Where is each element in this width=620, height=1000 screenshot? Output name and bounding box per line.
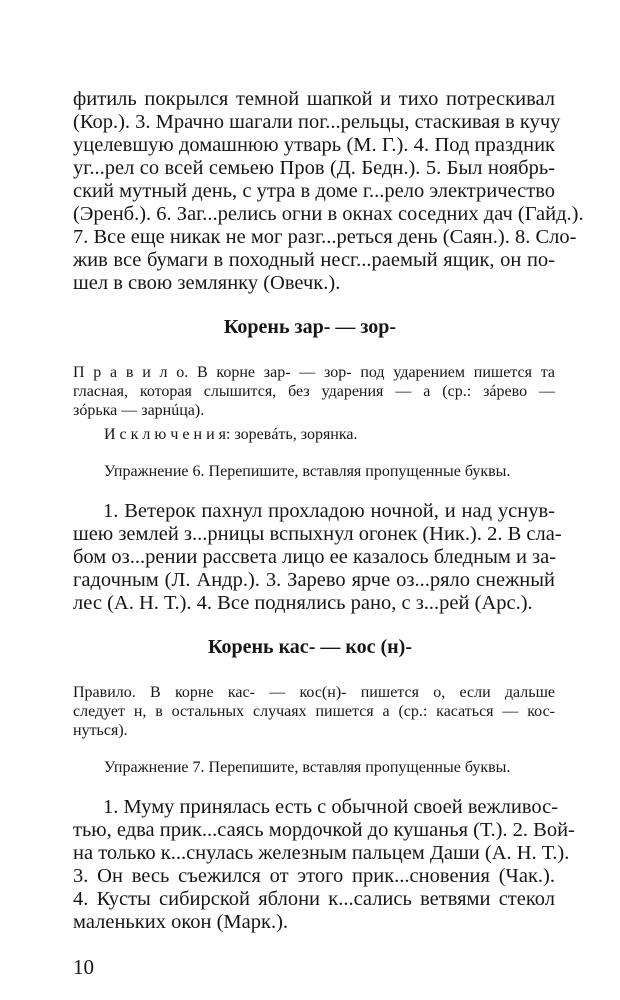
exercise-line: на только к...снулась железным пальцем Даши (А. Н. Т.). [73,842,570,864]
paragraph-line: шел в свою землянку (Овечк.). [73,272,341,294]
paragraph-line: жив все бумаги в походный несг...раемый ящик, он по- [73,249,555,271]
exercise-title: Упражнение 6. Перепишите, вставляя пропущенные буквы. [104,463,511,480]
rule-line: зóрька — зарнúца). [73,402,205,419]
exercise-line: 1. Ветерок пахнул прохладою ночной, и над уснув- [103,500,555,522]
rule-line: нуться). [73,722,128,739]
rule-line: гласная, которая слышится, без ударения — а (ср.: зáрево — [73,383,555,400]
exercise-line: бом оз...рении рассвета лицо ее казалось бледным и за- [73,546,557,568]
paragraph-line: уг...рел со всей семьею Пров (Д. Бедн.). 5. Был ноябрь- [73,157,555,179]
paragraph-line: 7. Все еще никак не мог разг...реться день (Саян.). 8. Сло- [73,226,577,248]
exercise-line: тью, едва прик...саясь мордочкой до кушанья (Т.). 2. Вой- [73,819,575,841]
exercise-title: Упражнение 7. Перепишите, вставляя пропущенные буквы. [104,759,511,776]
exercise-line: шею землей з...рницы вспыхнул огонек (Ник.). 2. В сла- [73,523,562,545]
rule-line: следует н, в остальных случаях пишется а (ср.: касаться — кос- [73,703,555,720]
exercise-line: маленьких окон (Марк.). [73,911,289,933]
section-heading: Корень кас- — кос (н)- [207,636,412,658]
exceptions-line: И с к л ю ч е н и я: зоревáть, зорянка. [104,426,358,443]
exercise-line: 1. Муму принялась есть с обычной своей вежливос- [103,796,559,818]
exercise-line: 3. Он весь съежился от этого прик...сновения (Чак.). [73,865,555,887]
rule-line: П р а в и л о. В корне зар- — зор- под ударением пишется та [73,364,555,381]
paragraph-line: уцелевшую домашнюю утварь (М. Г.). 4. Под праздник [73,134,555,156]
exercise-line: 4. Кусты сибирской яблони к...сались ветвями стекол [73,888,555,910]
exercise-line: гадочным (Л. Андр.). 3. Зарево ярче оз...ряло снежный [73,569,555,591]
paragraph-line: (Эренб.). 6. Заг...релись огни в окнах соседних дач (Гайд.). [73,203,584,225]
exercise-line: лес (А. Н. Т.). 4. Все поднялись рано, с з...рей (Арс.). [73,592,533,614]
paragraph-line: (Кор.). 3. Мрачно шагали пог...рельцы, стаскивая в кучу [73,111,561,133]
paragraph-line: ский мутный день, с утра в доме г...рело электричество [73,180,555,202]
paragraph-line: фитиль покрылся темной шапкой и тихо потрескивал [73,88,555,110]
section-heading: Корень зар- — зор- [223,316,397,338]
page-number: 10 [73,955,94,979]
rule-line: Правило. В корне кас- — кос(н)- пишется о, если дальше [73,684,555,701]
